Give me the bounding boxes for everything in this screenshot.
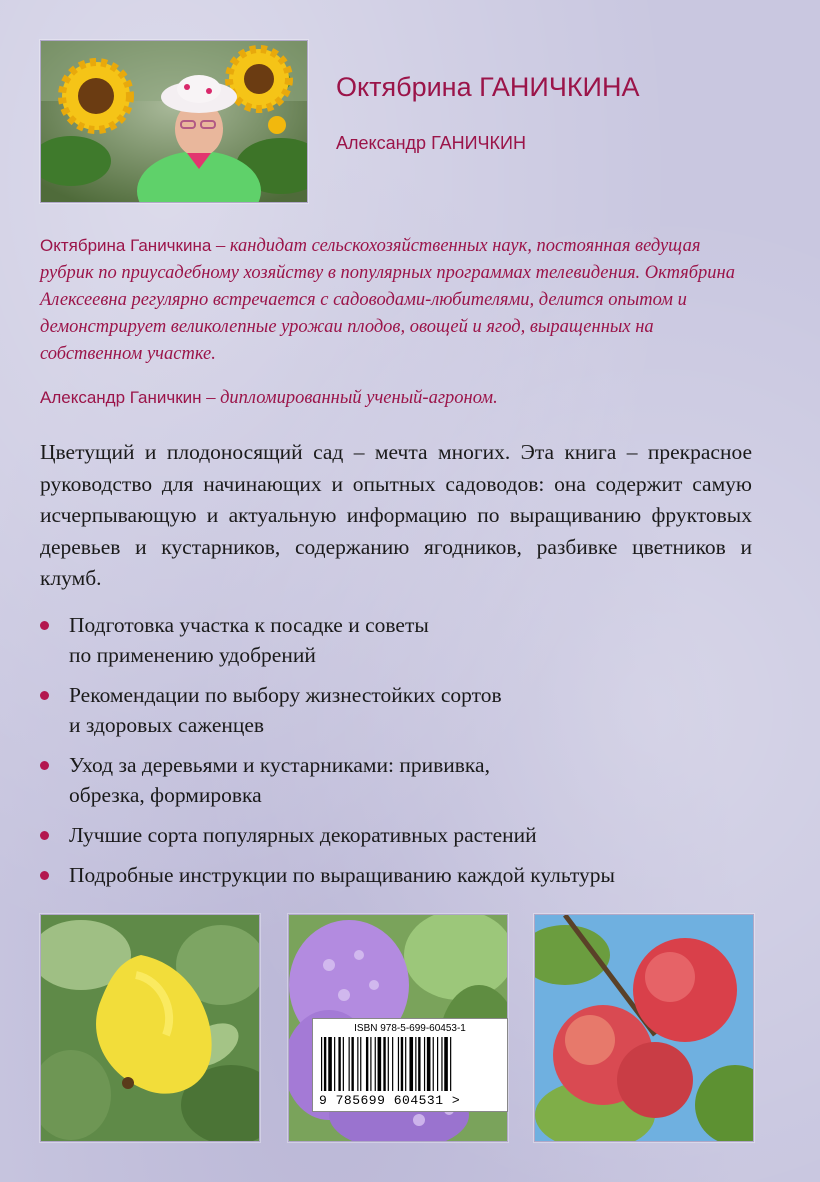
isbn-text: ISBN 978-5-699-60453-1 <box>354 1023 466 1034</box>
list-item: Уход за деревьями и кустарниками: прививка, обрезка, формировка <box>40 750 760 810</box>
book-description: Цветущий и плодоносящий сад – мечта многих. Эта книга – прекрасное руководство для начинающих и опытных садоводов: она содержит самую исчерпывающую и актуальную информацию по выращиванию фруктовых деревьев и кустарников, содержанию ягодников, разбивке цветников и клумб. <box>40 440 752 590</box>
list-item: Рекомендации по выбору жизнестойких сортов и здоровых саженцев <box>40 680 760 740</box>
author-photo <box>40 40 308 203</box>
bio-paragraph-primary <box>40 232 740 368</box>
list-item: Подробные инструкции по выращиванию каждой культуры <box>40 860 760 890</box>
bio-text: – дипломированный ученый-агроном. <box>201 388 498 408</box>
list-item: Подготовка участка к посадке и советы по применению удобрений <box>40 610 760 670</box>
bio-name: Александр Ганичкин <box>40 388 202 407</box>
bullet-icon <box>40 761 49 770</box>
quince-illustration <box>41 915 259 1141</box>
bullet-icon <box>40 621 49 630</box>
apples-illustration <box>535 915 753 1141</box>
bullet-icon <box>40 831 49 840</box>
feature-list <box>40 610 760 900</box>
barcode-bars <box>321 1037 499 1091</box>
bullet-icon <box>40 691 49 700</box>
barcode-number: 9 785699 604531 > <box>319 1093 461 1108</box>
barcode <box>312 1018 508 1112</box>
author-name-primary: Октябрина ГАНИЧКИНА <box>336 72 640 102</box>
list-item: Лучшие сорта популярных декоративных растений <box>40 820 760 850</box>
bio-name: Октябрина Ганичкина <box>40 236 212 255</box>
author-name-secondary: Александр ГАНИЧКИН <box>336 133 526 153</box>
bio-text: – кандидат сельскохозяйственных наук, постоянная ведущая рубрик по приусадебному хозяйству в популярных программах телевидения. Октябрина Алексеевна регулярно встречается с садоводами-любителями, делится опытом и демонстрирует великолепные урожаи плодов, овощей и ягод, выращенных на собственном участке. <box>40 236 735 364</box>
apples-photo <box>534 914 754 1142</box>
author-photo-illustration <box>41 41 307 202</box>
bio-paragraph-secondary <box>40 384 740 412</box>
bullet-icon <box>40 871 49 880</box>
quince-photo <box>40 914 260 1142</box>
